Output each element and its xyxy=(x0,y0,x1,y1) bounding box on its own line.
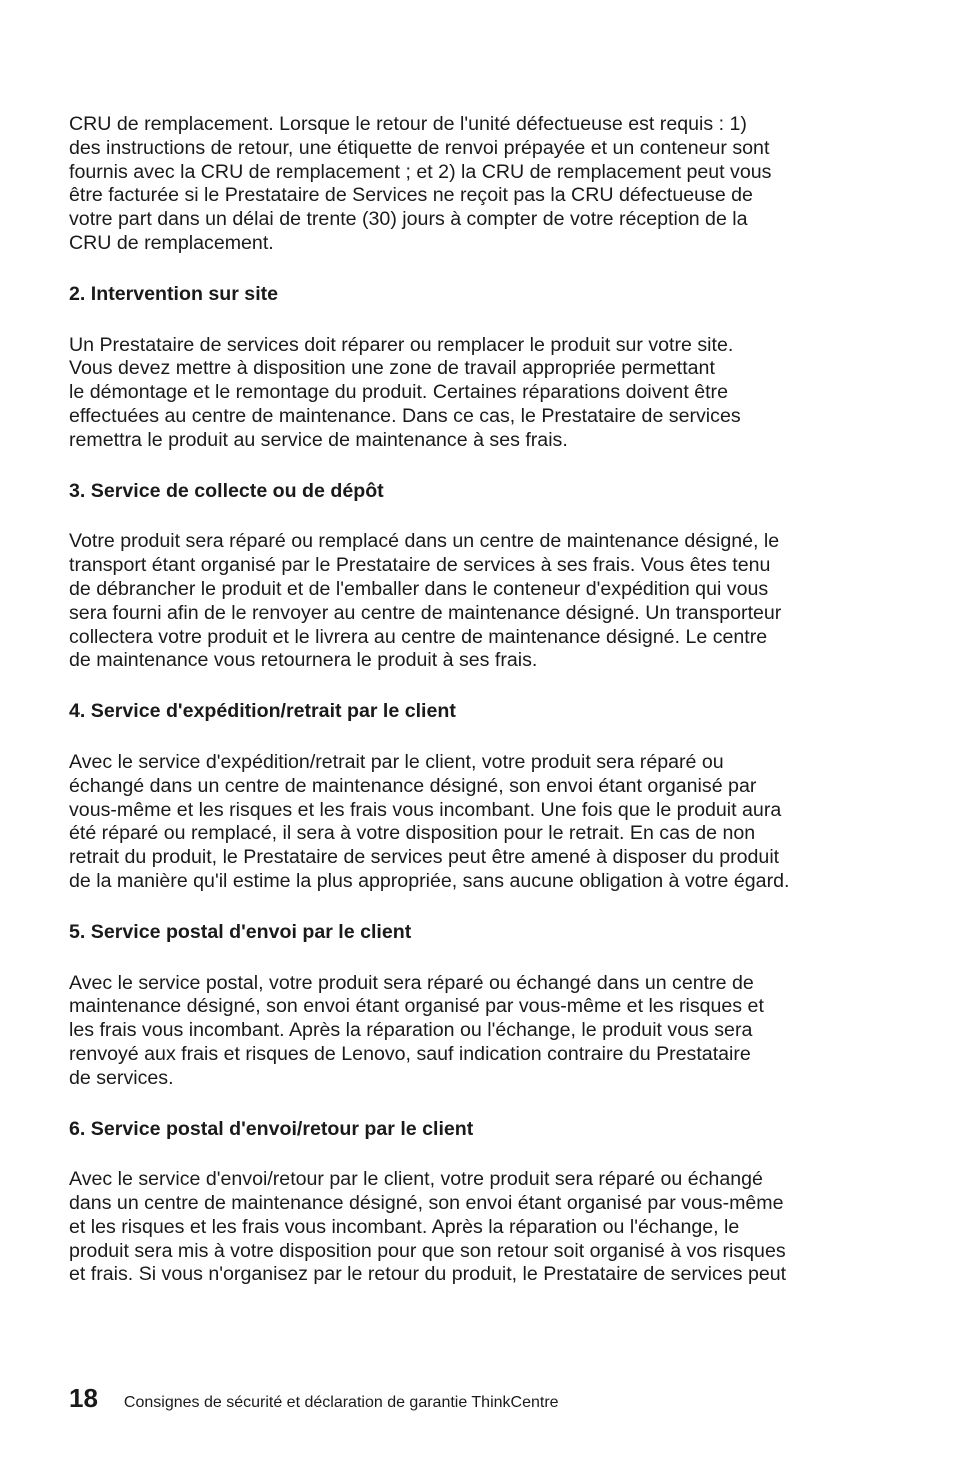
heading-collecte-depot: 3. Service de collecte ou de dépôt xyxy=(69,479,384,502)
page-number: 18 xyxy=(69,1383,98,1413)
paragraph-collecte-depot: Votre produit sera réparé ou remplacé dans un centre de maintenance désigné, le transport étant organisé par le Prestataire de services à ses frais. Vous êtes tenu de débrancher le produit et de l'emballer dans le conteneur d'expédition qui vous sera fourni afin de le renvoyer au centre de maintenance désigné. Un transporteur collectera votre produit et le livrera au centre de maintenance désigné. Le centre de maintenance vous retournera le produit à ses frais. xyxy=(69,530,782,672)
paragraph-intervention-sur-site: Un Prestataire de services doit réparer ou remplacer le produit sur votre site. Vous devez mettre à disposition une zone de travail appropriée permettant le démontage et le remontage du produit. Certaines réparations doivent être effectuées au centre de maintenance. Dans ce cas, le Prestataire de services remettra le produit au service de maintenance à ses frais. xyxy=(69,333,741,451)
paragraph-postal-envoi: Avec le service postal, votre produit sera réparé ou échangé dans un centre de maintenance désigné, son envoi étant organisé par vous-même et les risques et les frais vous incombant. Après la réparation ou l'échange, le produit vous sera renvoyé aux frais et risques de Lenovo, sauf indication contraire du Prestataire de services. xyxy=(69,971,764,1089)
paragraph-expedition-retrait: Avec le service d'expédition/retrait par le client, votre produit sera réparé ou échangé dans un centre de maintenance désigné, son envoi étant organisé par vous-même et les risques et les frais vous incombant. Une fois que le produit aura été réparé ou remplacé, il sera à votre disposition pour le retrait. En cas de non retrait du produit, le Prestataire de services peut être amené à disposer du produit de la manière qu'il estime la plus appropriée, sans aucune obligation à votre égard. xyxy=(69,750,790,892)
paragraph-cru-return: CRU de remplacement. Lorsque le retour de l'unité défectueuse est requis : 1) des instructions de retour, une étiquette de renvoi prépayée et un conteneur sont fournis avec la CRU de remplacement ; et 2) la CRU de remplacement peut vous être facturée si le Prestataire de Services ne reçoit pas la CRU défectueuse de votre part dans un délai de trente (30) jours à compter de votre réception de la CRU de remplacement. xyxy=(69,113,772,254)
page-footer xyxy=(69,1383,559,1414)
footer-document-title: Consignes de sécurité et déclaration de garantie ThinkCentre xyxy=(123,1394,559,1411)
page-body xyxy=(69,113,869,1287)
heading-postal-envoi-retour: 6. Service postal d'envoi/retour par le client xyxy=(69,1117,474,1140)
heading-intervention-sur-site: 2. Intervention sur site xyxy=(69,282,279,305)
paragraph-postal-envoi-retour: Avec le service d'envoi/retour par le client, votre produit sera réparé ou échangé dans un centre de maintenance désigné, son envoi étant organisé par vous-même et les risques et les frais vous incombant. Après la réparation ou l'échange, le produit sera mis à votre disposition pour que son retour soit organisé à vos risques et frais. Si vous n'organisez par le retour du produit, le Prestataire de services peut xyxy=(69,1168,787,1286)
heading-postal-envoi: 5. Service postal d'envoi par le client xyxy=(69,920,412,943)
heading-expedition-retrait: 4. Service d'expédition/retrait par le client xyxy=(69,700,456,723)
